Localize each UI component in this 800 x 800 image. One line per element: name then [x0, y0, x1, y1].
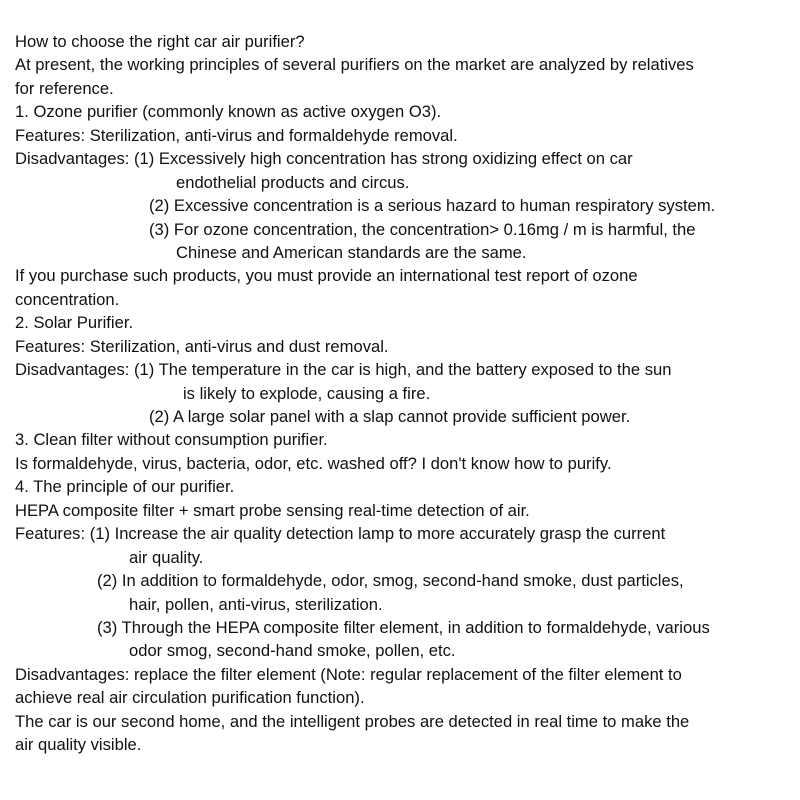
document-title: How to choose the right car air purifier?: [15, 32, 305, 51]
solar-disadvantage-2: (2) A large solar panel with a slap cannot provide sufficient power.: [149, 407, 631, 426]
ozone-features: Features: Sterilization, anti-virus and formaldehyde removal.: [15, 125, 458, 145]
section-heading-solar: 2. Solar Purifier.: [15, 313, 134, 333]
section-heading-clean-filter: 3. Clean filter without consumption purifier.: [15, 430, 328, 450]
our-purifier-disadvantage-cont: achieve real air circulation purification function).: [15, 688, 365, 708]
ozone-disadvantage-1-cont: endothelial products and circus.: [176, 172, 410, 192]
ozone-disadvantage-2: (2) Excessive concentration is a serious hazard to human respiratory system.: [149, 196, 716, 216]
closing-text-cont: air quality visible.: [15, 735, 142, 755]
our-purifier-disadvantage: Disadvantages: replace the filter element (Note: regular replacement of the filter element to: [15, 664, 682, 684]
our-purifier-summary: HEPA composite filter + smart probe sensing real-time detection of air.: [15, 500, 530, 520]
solar-disadvantage-1: Disadvantages: (1) The temperature in the car is high, and the battery exposed to the sun: [15, 360, 672, 380]
our-purifier-feature-1: Features: (1) Increase the air quality detection lamp to more accurately grasp the current: [15, 524, 666, 544]
solar-features: Features: Sterilization, anti-virus and dust removal.: [15, 336, 389, 356]
ozone-disadvantage-3-cont: Chinese and American standards are the same.: [176, 242, 527, 262]
our-purifier-feature-2: (2) In addition to formaldehyde, odor, smog, second-hand smoke, dust particles,: [97, 571, 684, 591]
our-purifier-feature-3-cont: odor smog, second-hand smoke, pollen, etc.: [129, 641, 456, 661]
solar-disadvantage-1-cont: is likely to explode, causing a fire.: [183, 383, 431, 403]
document-body: [15, 30, 799, 757]
section-heading-ozone: 1. Ozone purifier (commonly known as active oxygen O3).: [15, 102, 442, 122]
intro-text: At present, the working principles of several purifiers on the market are analyzed by relatives: [15, 55, 694, 75]
ozone-disadvantage-3: (3) For ozone concentration, the concentration> 0.16mg / m is harmful, the: [149, 219, 696, 239]
our-purifier-feature-3: (3) Through the HEPA composite filter element, in addition to formaldehyde, various: [97, 617, 710, 637]
ozone-note: concentration.: [15, 289, 120, 309]
closing-text: The car is our second home, and the intelligent probes are detected in real time to make the: [15, 711, 690, 731]
our-purifier-feature-1-cont: air quality.: [129, 547, 204, 567]
section-heading-our-purifier: 4. The principle of our purifier.: [15, 477, 235, 497]
ozone-note: If you purchase such products, you must provide an international test report of ozone: [15, 266, 638, 286]
ozone-disadvantage-1: Disadvantages: (1) Excessively high concentration has strong oxidizing effect on car: [15, 149, 633, 169]
our-purifier-feature-2-cont: hair, pollen, anti-virus, sterilization.: [129, 594, 383, 614]
intro-text: for reference.: [15, 78, 114, 98]
clean-filter-note: Is formaldehyde, virus, bacteria, odor, etc. washed off? I don't know how to purify.: [15, 453, 612, 473]
